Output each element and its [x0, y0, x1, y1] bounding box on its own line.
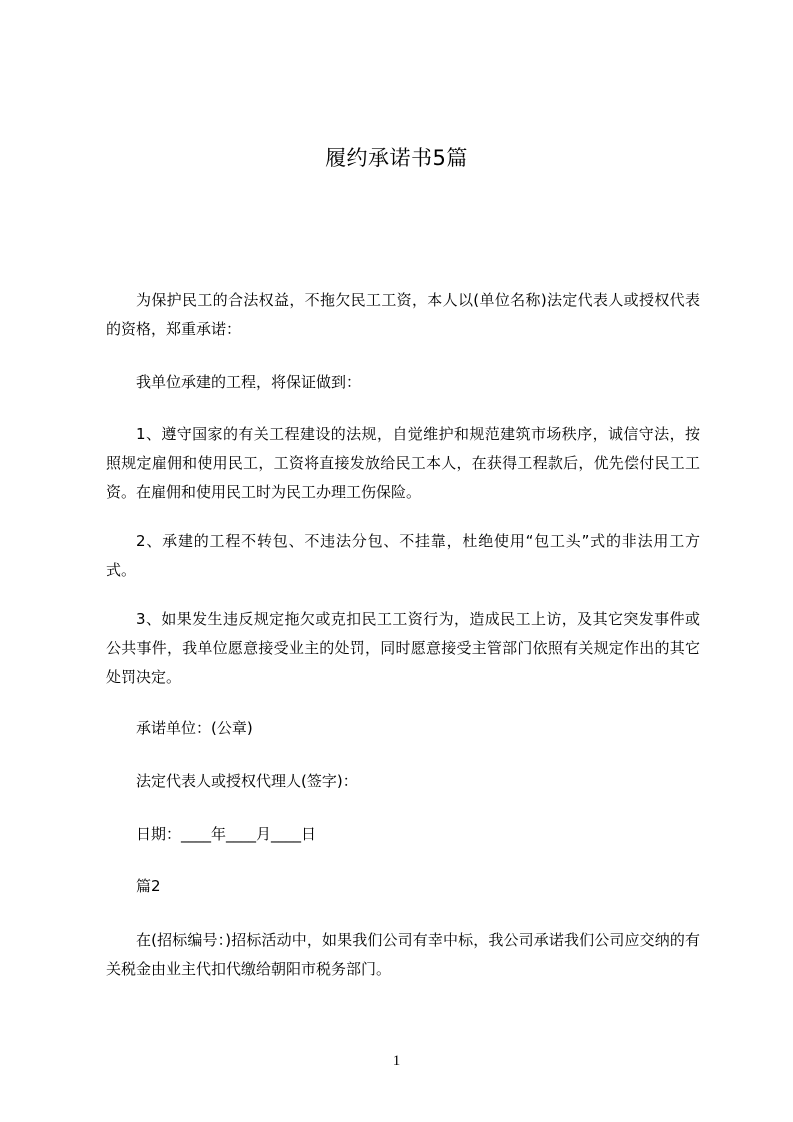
page-number: 1	[392, 1053, 401, 1069]
signature-date: 日期：____年____月____日	[136, 825, 317, 843]
paragraph-item-2: 2、承建的工程不转包、不违法分包、不挂靠，杜绝使用“包工头”式的非法用工方式。	[106, 532, 700, 579]
signature-unit: 承诺单位：(公章)	[136, 719, 253, 737]
paragraph-intro: 为保护民工的合法权益，不拖欠民工工资，本人以(单位名称)法定代表人或授权代表的资格，郑重承诺：	[106, 291, 700, 338]
page-title: 履约承诺书5篇	[325, 146, 468, 170]
paragraph-item-3: 3、如果发生违反规定拖欠或克扣民工工资行为，造成民工上访，及其它突发事件或公共事件，我单位愿意接受业主的处罚，同时愿意接受主管部门依照有关规定作出的其它处罚决定。	[106, 610, 700, 686]
signature-representative: 法定代表人或授权代理人(签字)：	[136, 772, 358, 790]
paragraph-guarantee: 我单位承建的工程，将保证做到：	[136, 373, 362, 391]
paragraph-item-1: 1、遵守国家的有关工程建设的法规，自觉维护和规范建筑市场秩序，诚信守法，按照规定雇佣和使用民工，工资将直接发放给民工本人，在获得工程款后，优先偿付民工工资。在雇佣和使用民工时为民工办理工伤保险。	[106, 425, 700, 501]
paragraph-section-2: 在(招标编号：)招标活动中，如果我们公司有幸中标，我公司承诺我们公司应交纳的有关税金由业主代扣代缴给朝阳市税务部门。	[106, 931, 700, 978]
section-heading-2: 篇2	[136, 877, 161, 895]
